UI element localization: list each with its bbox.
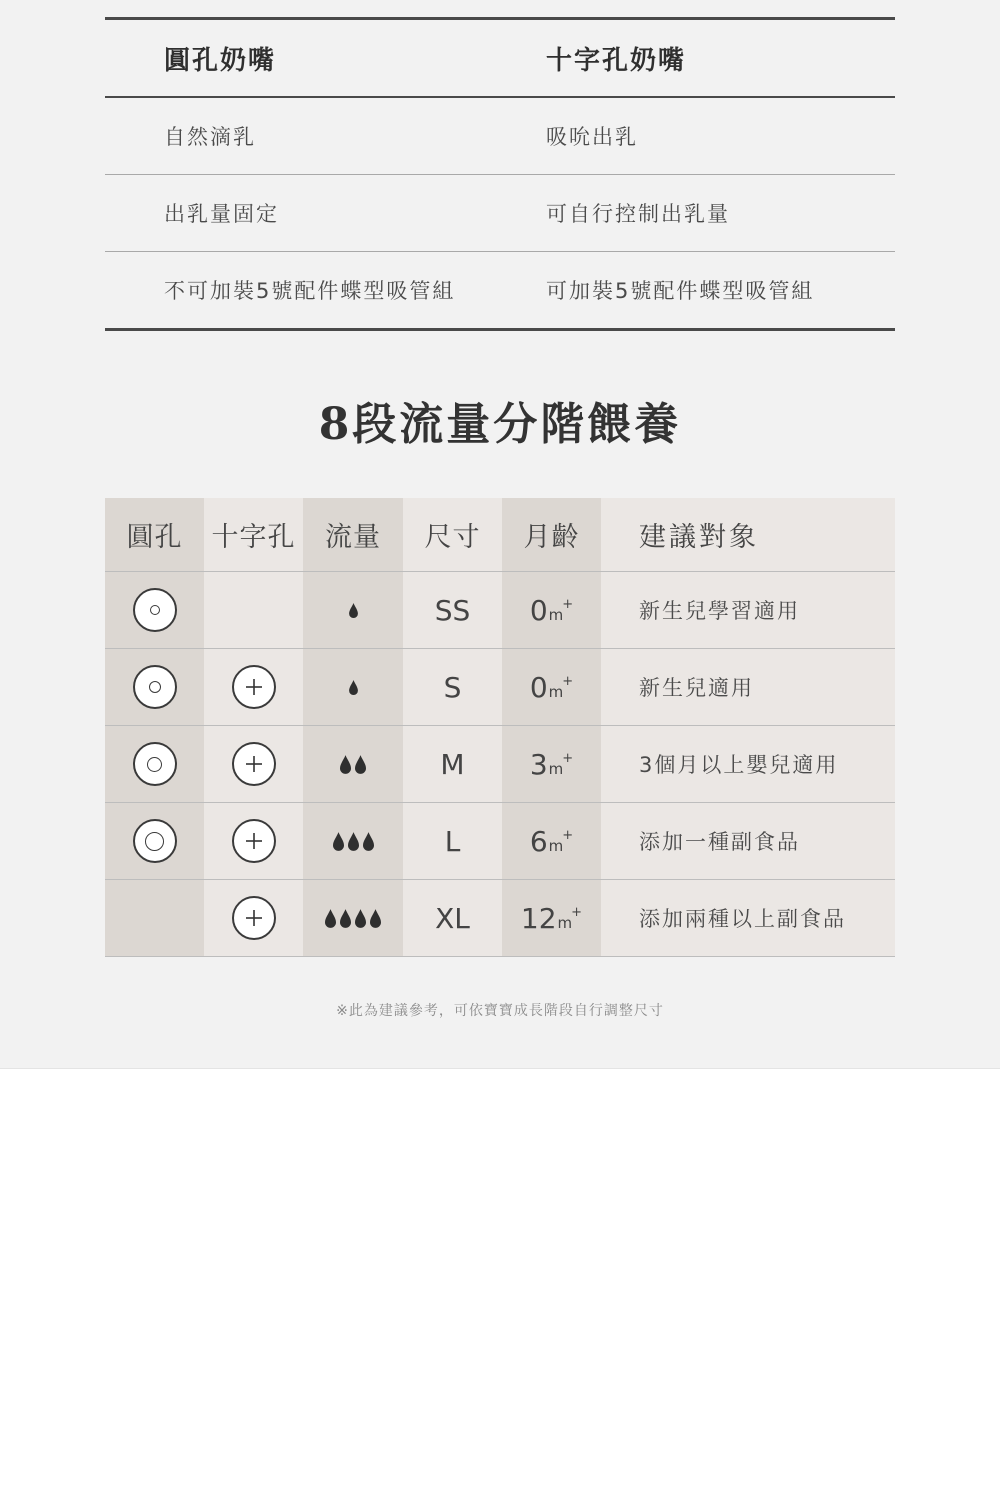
flow-drops — [349, 680, 358, 695]
age-label — [530, 825, 573, 858]
flow-drops — [349, 603, 358, 618]
age-value: 12 — [520, 901, 557, 935]
flow-table — [105, 498, 895, 957]
drop-icon — [340, 755, 351, 774]
header-size: 尺寸 — [424, 522, 481, 553]
target-label: 新生兒適用 — [639, 676, 754, 700]
size-label: L — [444, 824, 461, 858]
header-target: 建議對象 — [639, 522, 759, 553]
header-flow: 流量 — [325, 522, 381, 553]
cross-hole-icon — [232, 819, 276, 863]
age-unit: m — [548, 605, 564, 624]
cross-hole-icon — [232, 896, 276, 940]
size-label: SS — [434, 593, 471, 627]
size-label: M — [440, 747, 465, 781]
cross-hole-icon — [232, 742, 276, 786]
age-plus: + — [571, 904, 583, 920]
section-title: 8段流量分階餵養 — [318, 399, 682, 450]
age-unit: m — [548, 759, 564, 778]
flow-row — [105, 803, 895, 880]
flow-row — [105, 572, 895, 649]
target-label: 添加兩種以上副食品 — [639, 907, 846, 931]
comparison-cell-round: 自然滴乳 — [164, 125, 256, 149]
drop-icon — [349, 603, 358, 618]
age-unit: m — [557, 913, 573, 932]
comparison-header-row — [105, 20, 895, 98]
comparison-cell-round: 出乳量固定 — [164, 202, 279, 226]
round-hole-icon — [133, 819, 177, 863]
comparison-cell-cross: 可加裝5號配件蝶型吸管組 — [546, 279, 815, 303]
age-label — [521, 902, 582, 935]
age-label — [530, 748, 573, 781]
drop-icon — [348, 832, 359, 851]
footnote: ※此為建議參考，可依寶寶成長階段自行調整尺寸 — [336, 1003, 664, 1019]
target-label: 3個月以上嬰兒適用 — [639, 753, 839, 777]
flow-drops — [333, 832, 374, 851]
comparison-row — [105, 175, 895, 252]
age-label — [530, 671, 573, 704]
round-hole-icon — [133, 665, 177, 709]
comparison-cell-round: 不可加裝5號配件蝶型吸管組 — [164, 279, 456, 303]
size-label: XL — [435, 901, 470, 935]
comparison-table — [105, 17, 895, 331]
flow-row — [105, 649, 895, 726]
header-age: 月齡 — [523, 522, 580, 553]
age-plus: + — [562, 750, 574, 766]
cross-hole-icon — [232, 665, 276, 709]
drop-icon — [355, 755, 366, 774]
age-plus: + — [562, 827, 574, 843]
comparison-cell-cross: 可自行控制出乳量 — [546, 202, 730, 226]
drop-icon — [340, 909, 351, 928]
drop-icon — [355, 909, 366, 928]
age-unit: m — [548, 682, 564, 701]
round-hole-icon — [133, 588, 177, 632]
comparison-row — [105, 252, 895, 331]
round-hole-icon — [133, 742, 177, 786]
age-value: 0 — [529, 670, 548, 704]
age-value: 0 — [529, 593, 548, 627]
flow-drops — [325, 909, 381, 928]
size-label: S — [443, 670, 462, 704]
age-plus: + — [562, 596, 574, 612]
age-value: 3 — [529, 747, 548, 781]
flow-header-row — [105, 498, 895, 572]
drop-icon — [325, 909, 336, 928]
age-plus: + — [562, 673, 574, 689]
comparison-row — [105, 98, 895, 175]
comparison-header-cross: 十字孔奶嘴 — [546, 45, 687, 76]
flow-row — [105, 880, 895, 957]
target-label: 添加一種副食品 — [639, 830, 800, 854]
header-round-hole: 圓孔 — [126, 522, 183, 553]
drop-icon — [349, 680, 358, 695]
age-label — [530, 594, 573, 627]
drop-icon — [333, 832, 344, 851]
age-unit: m — [548, 836, 564, 855]
flow-drops — [340, 755, 366, 774]
header-cross-hole: 十字孔 — [211, 522, 296, 553]
drop-icon — [370, 909, 381, 928]
flow-row — [105, 726, 895, 803]
comparison-header-round: 圓孔奶嘴 — [164, 45, 277, 76]
comparison-cell-cross: 吸吮出乳 — [546, 125, 638, 149]
age-value: 6 — [529, 824, 548, 858]
drop-icon — [363, 832, 374, 851]
target-label: 新生兒學習適用 — [639, 599, 800, 623]
